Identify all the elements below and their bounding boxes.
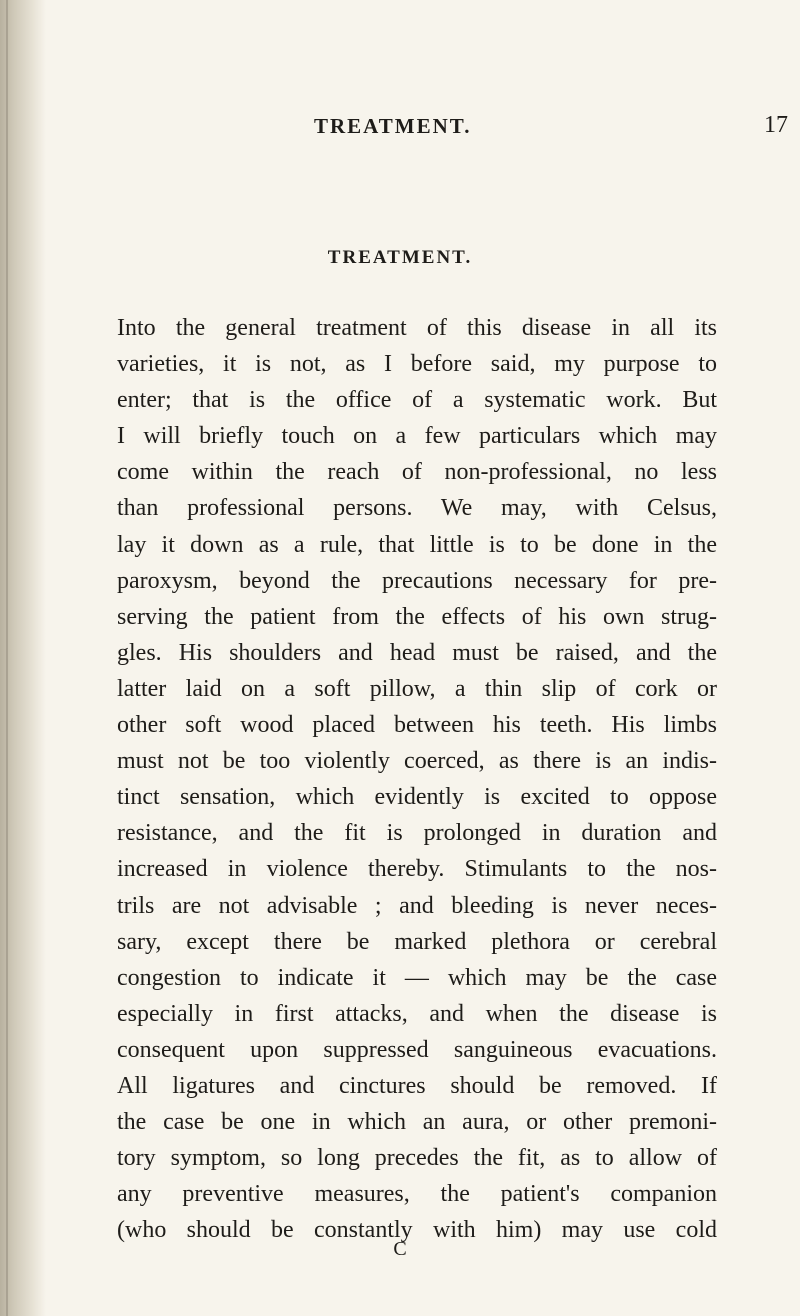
page-number: 17 (764, 112, 788, 138)
text-line: enter; that is the office of a systematic work. But (117, 387, 717, 414)
text-line: (who should be constantly with him) may use cold (117, 1217, 717, 1244)
text-line: come within the reach of non-professional, no less (117, 459, 717, 486)
text-line: must not be too violently coerced, as there is an indis- (117, 748, 717, 775)
text-line: paroxysm, beyond the precautions necessary for pre- (117, 567, 717, 594)
text-line: the case be one in which an aura, or other premoni- (117, 1109, 717, 1136)
text-line: tory symptom, so long precedes the fit, as to allow of (117, 1145, 717, 1172)
text-line: other soft wood placed between his teeth. His limbs (117, 712, 717, 739)
text-line: consequent upon suppressed sanguineous evacuations. (117, 1036, 717, 1063)
text-line: varieties, it is not, as I before said, my purpose to (117, 351, 717, 378)
text-line: latter laid on a soft pillow, a thin slip of cork or (117, 675, 717, 702)
text-line: I will briefly touch on a few particulars which may (117, 423, 717, 450)
signature-mark: C (393, 1238, 407, 1260)
text-line: increased in violence thereby. Stimulants to the nos- (117, 856, 717, 883)
text-line: gles. His shoulders and head must be raised, and the (117, 639, 717, 666)
text-line: congestion to indicate it — which may be the case (117, 964, 717, 991)
text-line: trils are not advisable ; and bleeding is never neces- (117, 892, 717, 919)
running-head (100, 114, 800, 144)
text-line: resistance, and the fit is prolonged in duration and (117, 820, 717, 847)
text-line: any preventive measures, the patient's companion (117, 1181, 717, 1208)
text-line: than professional persons. We may, with Celsus, (117, 495, 717, 522)
text-line: tinct sensation, which evidently is excited to oppose (117, 784, 717, 811)
running-title: TREATMENT. (314, 114, 472, 138)
text-line: All ligatures and cinctures should be removed. If (117, 1072, 717, 1099)
text-line: serving the patient from the effects of his own strug- (117, 603, 717, 630)
text-line: lay it down as a rule, that little is to be done in the (117, 531, 717, 558)
body-text (117, 310, 717, 1248)
text-line: Into the general treatment of this disease in all its (117, 315, 717, 341)
text-line: sary, except there be marked plethora or cerebral (117, 928, 717, 955)
page-binding-edge (0, 0, 46, 1316)
text-line: especially in first attacks, and when the disease is (117, 1000, 717, 1027)
section-heading: TREATMENT. (327, 247, 473, 268)
